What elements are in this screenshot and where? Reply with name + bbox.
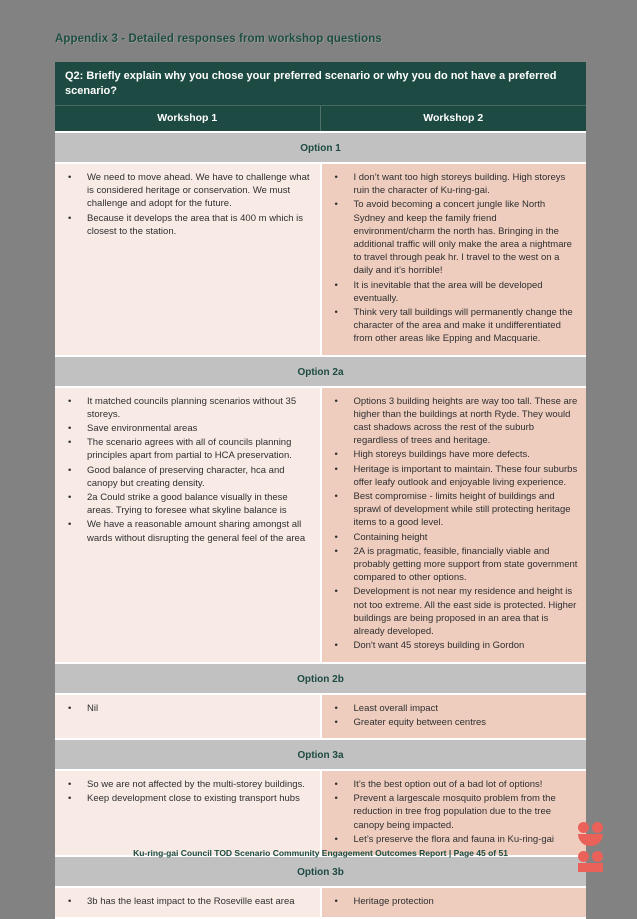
page-footer: Ku-ring-gai Council TOD Scenario Community Engagement Outcomes Report | Page 45 of 51 [133,848,508,858]
bullet-list [59,171,312,238]
workshop2-cell [322,888,587,917]
bullet-item: • It matched councils planning scenarios without 35 storeys. [59,395,312,421]
bullet-list [326,395,579,653]
logo-half-disc-icon [578,834,603,846]
option-content-row [55,771,586,855]
bullet-item: • Best compromise - limits height of buildings and sprawl of development while still protecting heritage items to a good level. [326,490,579,530]
bullet-list [59,702,312,715]
bullet-item: • Heritage is important to maintain. These four suburbs offer leafy outlook and enjoyable living experience. [326,463,579,489]
bullet-item: • Containing height [326,531,579,544]
workshop1-cell [55,695,320,738]
workshop2-cell [322,164,587,355]
bullet-item: • Least overall impact [326,702,579,715]
council-logo-icon [578,822,610,878]
bullet-list [59,778,312,805]
bullet-item: • Prevent a largescale mosquito problem from the reduction in tree frog population due to the tree canopy being impacted. [326,792,579,832]
bullet-item: • 3b has the least impact to the Roseville east area [59,895,312,908]
column-header-row [55,105,586,131]
bullet-item: • Heritage protection [326,895,579,908]
workshop1-cell [55,164,320,355]
option-section-header [55,133,586,162]
option-content-row [55,695,586,738]
workshop2-cell [322,695,587,738]
workshop1-cell [55,771,320,855]
logo-dot-icon [592,822,603,833]
table-sections [55,131,586,917]
bullet-item: • Development is not near my residence and height is not too extreme. All the east side is protected. Higher buildings are being proposed in an area that is already developed. [326,585,579,638]
option-section-header [55,357,586,386]
bullet-item: • Nil [59,702,312,715]
bullet-item: • To avoid becoming a concert jungle like North Sydney and keep the family friend environment/charm the north has. Bringing in the additional traffic will only make the area a nightmare to travel through peak hr. I travel to the west on a daily and it’s horrible! [326,198,579,277]
bullet-item: • It is inevitable that the area will be developed eventually. [326,279,579,305]
bullet-item: • Let’s preserve the flora and fauna in Ku-ring-gai [326,833,579,846]
workshop1-cell [55,888,320,917]
option-section-label: Option 1 [300,143,341,154]
bullet-item: • We have a reasonable amount sharing amongst all wards without disrupting the general feel of the area [59,518,312,544]
bullet-list [59,395,312,545]
bullet-item: • Because it develops the area that is 400 m which is closest to the station. [59,212,312,238]
option-content-row [55,888,586,917]
bullet-item: • 2a Could strike a good balance visually in these areas. Trying to foresee what skyline balance is [59,491,312,517]
logo-dot-icon [578,822,589,833]
option-section-label: Option 3a [297,749,344,761]
column-header-workshop-1: Workshop 1 [55,106,321,131]
column-header-workshop-2: Workshop 2 [423,112,484,124]
bullet-item: • The scenario agrees with all of councils planning principles apart from partial to HCA preservation. [59,436,312,462]
appendix-title: Appendix 3 - Detailed responses from workshop questions [55,33,382,45]
bullet-item: • 2A is pragmatic, feasible, financially viable and probably getting more support from state government compared to other options. [326,545,579,585]
bullet-item: • Keep development close to existing transport hubs [59,792,312,805]
option-section-header [55,664,586,693]
logo-bottom-group [578,851,610,872]
logo-dot-icon [592,851,603,862]
option-section-label: Option 2b [297,673,344,685]
workshop1-cell [55,388,320,662]
option-content-row [55,388,586,662]
bullet-item: • We need to move ahead. We have to challenge what is considered heritage or conservation. We must challenge and adopt for the future. [59,171,312,211]
option-section-label: Option 3b [297,866,344,878]
bullet-item: • It’s the best option out of a bad lot of options! [326,778,579,791]
bullet-list [326,702,579,729]
option-section-header [55,857,586,886]
logo-top-group [578,822,610,846]
bullet-item: • Don't want 45 storeys building in Gordon [326,639,579,652]
bullet-item: • So we are not affected by the multi-storey buildings. [59,778,312,791]
option-content-row [55,164,586,355]
option-section-header [55,740,586,769]
bullet-item: • Good balance of preserving character, hca and canopy but creating density. [59,464,312,490]
bullet-list [326,171,579,346]
workshop2-cell [322,388,587,662]
bullet-item: • I don’t want too high storeys building. High storeys ruin the character of Ku-ring-gai. [326,171,579,197]
logo-bar-icon [578,863,603,872]
bullet-item: • Greater equity between centres [326,716,579,729]
logo-dot-icon [578,851,589,862]
responses-table [55,62,586,919]
option-section-label: Option 2a [297,366,344,378]
bullet-item: • Save environmental areas [59,422,312,435]
bullet-list [326,778,579,846]
question-header: Q2: Briefly explain why you chose your preferred scenario or why you do not have a preferred scenario? [55,62,586,105]
bullet-item: • Options 3 building heights are way too tall. These are higher than the buildings at north Ryde. They would cast shadows across the rest of the suburb regardless of trees and heritage. [326,395,579,448]
bullet-item: • High storeys buildings have more defects. [326,448,579,461]
bullet-item: • Think very tall buildings will permanently change the character of the area and make it undifferentiated from other areas like Epping and Macquarie. [326,306,579,346]
workshop2-cell [322,771,587,855]
